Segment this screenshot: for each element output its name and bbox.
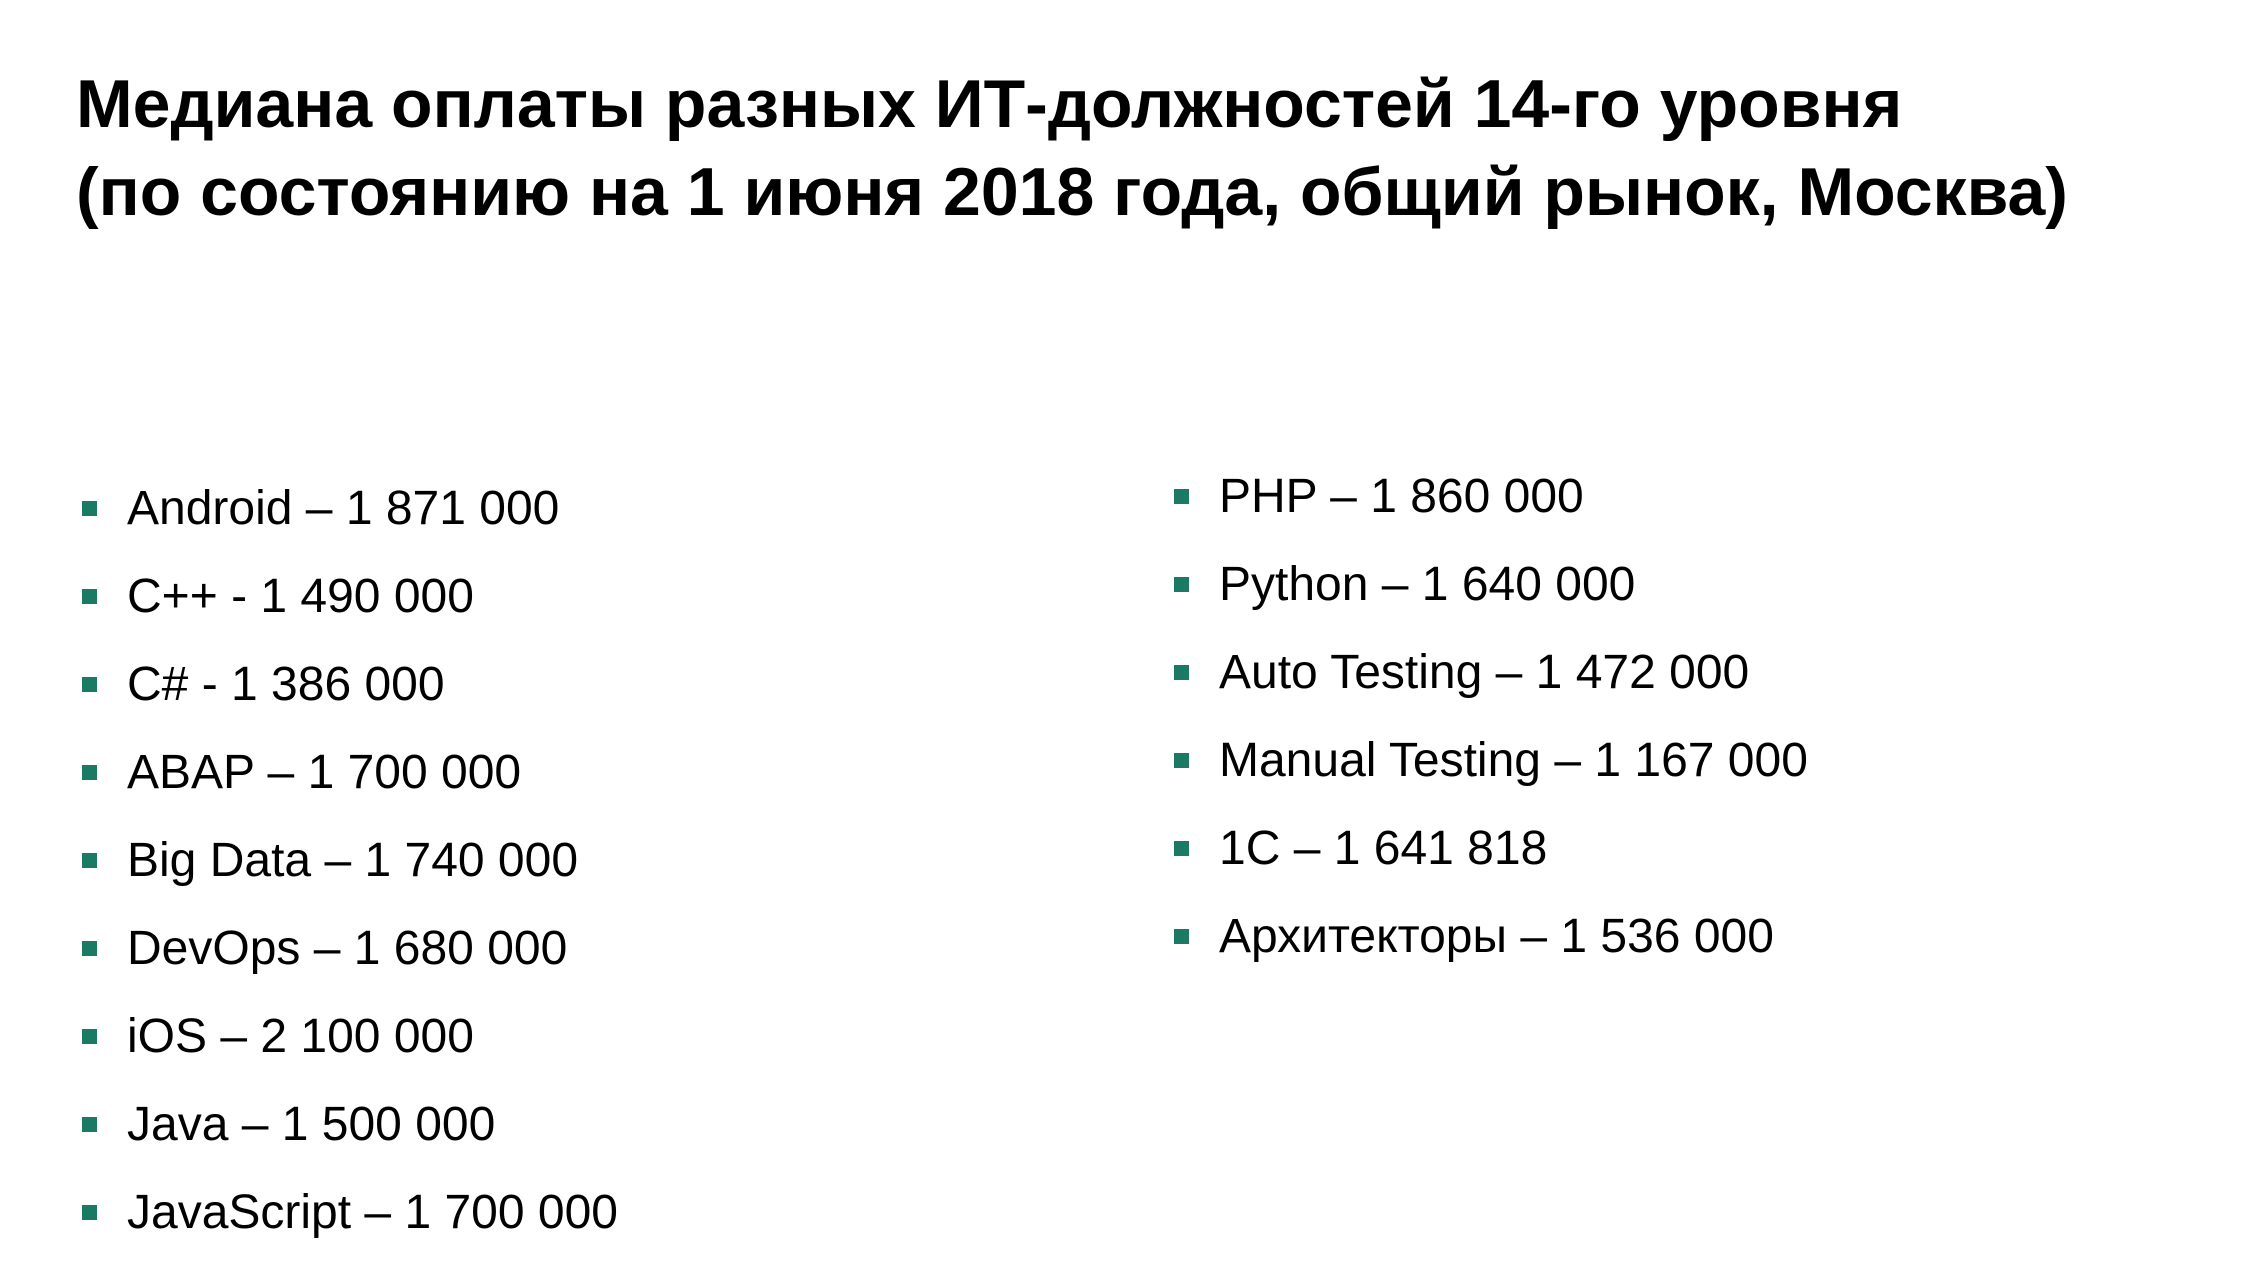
square-bullet-icon bbox=[1174, 665, 1189, 680]
salary-list-left bbox=[82, 464, 618, 1256]
list-item-text: 1C – 1 641 818 bbox=[1219, 821, 1548, 875]
salary-list-right bbox=[1174, 452, 1808, 980]
title-line-1: Медиана оплаты разных ИТ-должностей 14-го уровня bbox=[76, 66, 1903, 142]
list-item bbox=[1174, 452, 1808, 540]
square-bullet-icon bbox=[82, 941, 97, 956]
list-item bbox=[1174, 804, 1808, 892]
square-bullet-icon bbox=[82, 501, 97, 516]
square-bullet-icon bbox=[82, 1205, 97, 1220]
list-item-text: ABAP – 1 700 000 bbox=[127, 745, 522, 799]
square-bullet-icon bbox=[1174, 841, 1189, 856]
list-item bbox=[1174, 716, 1808, 804]
square-bullet-icon bbox=[82, 677, 97, 692]
list-item-text: Java – 1 500 000 bbox=[127, 1097, 496, 1151]
list-item-text: C++ - 1 490 000 bbox=[127, 569, 474, 623]
square-bullet-icon bbox=[82, 1029, 97, 1044]
square-bullet-icon bbox=[82, 765, 97, 780]
list-item bbox=[1174, 540, 1808, 628]
list-item-text: Auto Testing – 1 472 000 bbox=[1219, 645, 1750, 699]
list-item-text: Big Data – 1 740 000 bbox=[127, 833, 579, 887]
list-item bbox=[1174, 892, 1808, 980]
slide-title bbox=[76, 60, 2068, 236]
list-item-text: JavaScript – 1 700 000 bbox=[127, 1185, 618, 1239]
list-item bbox=[82, 464, 618, 552]
list-item bbox=[82, 728, 618, 816]
square-bullet-icon bbox=[1174, 753, 1189, 768]
title-line-2: (по состоянию на 1 июня 2018 года, общий рынок, Москва) bbox=[76, 154, 2068, 230]
list-item-text: Android – 1 871 000 bbox=[127, 481, 560, 535]
square-bullet-icon bbox=[1174, 929, 1189, 944]
list-item bbox=[82, 1080, 618, 1168]
list-item bbox=[82, 904, 618, 992]
list-item bbox=[82, 992, 618, 1080]
square-bullet-icon bbox=[82, 853, 97, 868]
list-item-text: PHP – 1 860 000 bbox=[1219, 469, 1584, 523]
list-item bbox=[1174, 628, 1808, 716]
list-item-text: Архитекторы – 1 536 000 bbox=[1219, 909, 1774, 963]
list-item-text: Manual Testing – 1 167 000 bbox=[1219, 733, 1808, 787]
square-bullet-icon bbox=[1174, 489, 1189, 504]
square-bullet-icon bbox=[82, 1117, 97, 1132]
square-bullet-icon bbox=[82, 589, 97, 604]
list-item bbox=[82, 640, 618, 728]
list-item bbox=[82, 552, 618, 640]
square-bullet-icon bbox=[1174, 577, 1189, 592]
list-item-text: C# - 1 386 000 bbox=[127, 657, 445, 711]
list-item-text: iOS – 2 100 000 bbox=[127, 1009, 474, 1063]
list-item bbox=[82, 816, 618, 904]
list-item-text: DevOps – 1 680 000 bbox=[127, 921, 568, 975]
list-item-text: Python – 1 640 000 bbox=[1219, 557, 1636, 611]
list-item bbox=[82, 1168, 618, 1256]
